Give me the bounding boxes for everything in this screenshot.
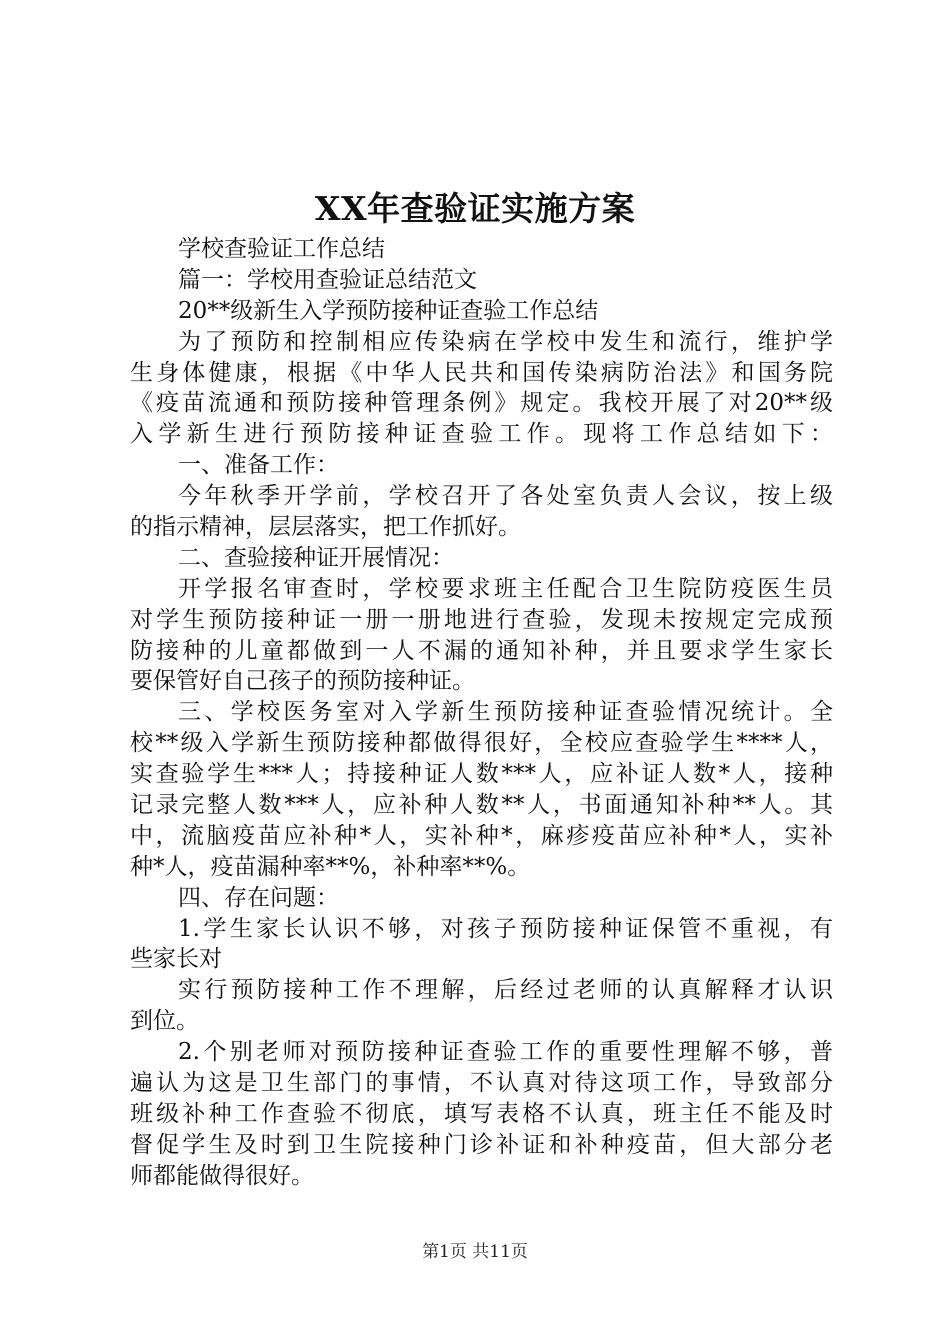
paragraph-line: 些家长对: [130, 946, 222, 973]
document-body: [130, 234, 833, 1192]
paragraph-line: 生身体健康，根据《中华人民共和国传染病防治法》和国务院: [130, 359, 833, 386]
paragraph-line: 三、学校医务室对入学新生预防接种证查验情况统计。全: [178, 699, 833, 726]
paragraph-line: 校**级入学新生预防接种都做得很好，全校应查验学生****人，: [130, 730, 833, 757]
paragraph-line: 师都能做得很好。: [130, 1162, 314, 1189]
paragraph-line: 篇一：学校用查验证总结范文: [178, 266, 477, 293]
paragraph-line: 到位。: [130, 1008, 199, 1035]
paragraph-line: 中，流脑疫苗应补种*人，实补种*，麻疹疫苗应补种*人，实补: [130, 822, 833, 849]
paragraph-line: 防接种的儿童都做到一人不漏的通知补种，并且要求学生家长: [130, 637, 833, 664]
paragraph-line: 20**级新生入学预防接种证查验工作总结: [178, 297, 599, 324]
paragraph-line: 实查验学生***人；持接种证人数***人，应补证人数*人，接种: [130, 761, 833, 788]
paragraph-line: 今年秋季开学前，学校召开了各处室负责人会议，按上级: [178, 483, 833, 510]
paragraph-line: 为了预防和控制相应传染病在学校中发生和流行，维护学: [178, 328, 833, 355]
paragraph-line: 种*人，疫苗漏种率**%，补种率**%。: [130, 853, 531, 880]
paragraph-line: 二、查验接种证开展情况：: [178, 544, 454, 571]
paragraph-line: 1.学生家长认识不够，对孩子预防接种证保管不重视，有: [178, 915, 833, 942]
paragraph-line: 四、存在问题：: [178, 884, 339, 911]
paragraph-line: 2.个别老师对预防接种证查验工作的重要性理解不够，普: [178, 1039, 833, 1066]
paragraph-line: 班级补种工作查验不彻底，填写表格不认真，班主任不能及时: [130, 1100, 833, 1127]
paragraph-line: 开学报名审查时，学校要求班主任配合卫生院防疫医生员: [178, 575, 833, 602]
paragraph-line: 记录完整人数***人，应补种人数**人，书面通知补种**人。其: [130, 792, 833, 819]
page-footer: 第1页 共11页: [422, 1242, 528, 1262]
paragraph-line: 要保管好自己孩子的预防接种证。: [130, 668, 475, 695]
paragraph-line: 对学生预防接种证一册一册地进行查验，发现未按规定完成预: [130, 606, 833, 633]
paragraph-line: 一、准备工作：: [178, 452, 339, 479]
paragraph-line: 督促学生及时到卫生院接种门诊补证和补种疫苗，但大部分老: [130, 1131, 833, 1158]
paragraph-line: 实行预防接种工作不理解，后经过老师的认真解释才认识: [178, 977, 833, 1004]
paragraph-line: 的指示精神，层层落实，把工作抓好。: [130, 514, 521, 541]
paragraph-line: 学校查验证工作总结: [178, 236, 385, 262]
paragraph-line: 入学新生进行预防接种证查验工作。现将工作总结如下：: [130, 421, 833, 448]
paragraph-line: 《疫苗流通和预防接种管理条例》规定。我校开展了对20**级: [130, 390, 833, 417]
document-title: XX年查验证实施方案: [314, 189, 636, 228]
paragraph-line: 遍认为这是卫生部门的事情，不认真对待这项工作，导致部分: [130, 1070, 833, 1097]
